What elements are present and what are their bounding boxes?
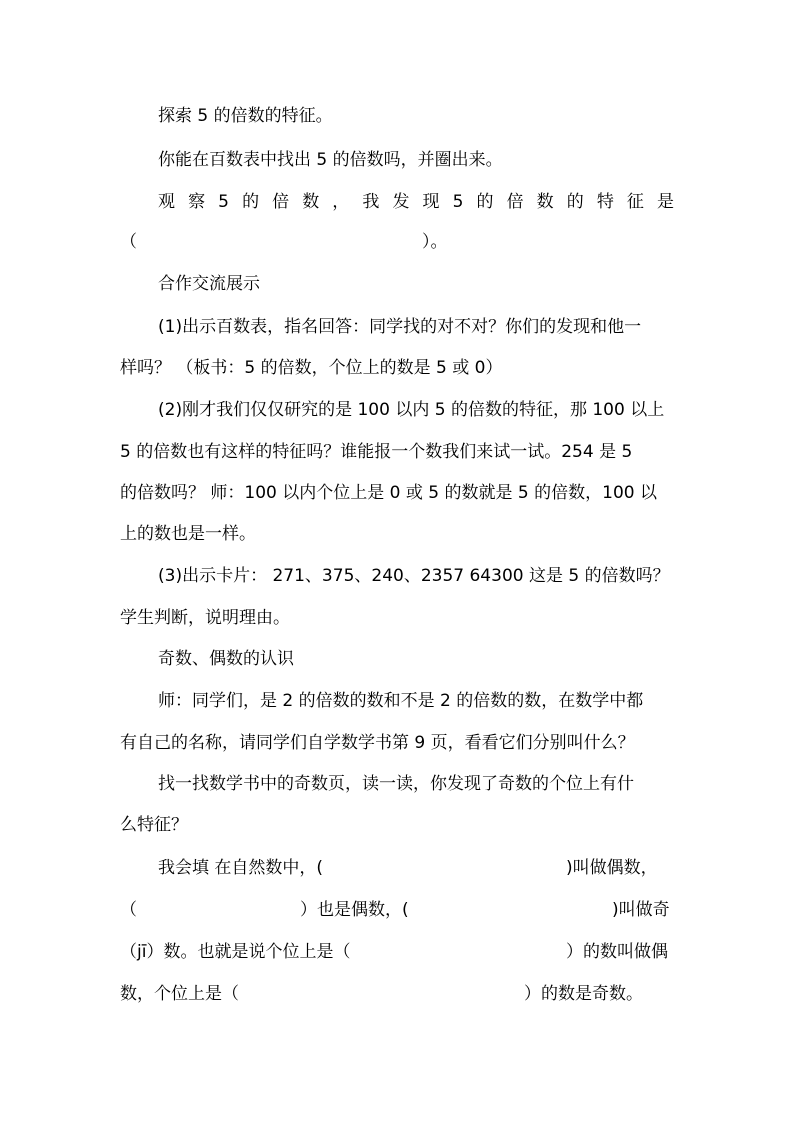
observe-char: 5: [218, 192, 229, 212]
observe-char: 的: [242, 192, 260, 212]
item2-line3: 的倍数吗？ 师：100 以内个位上是 0 或 5 的数就是 5 的倍数，100 以: [120, 483, 657, 503]
fill-line4-start: 数，个位上是（: [120, 984, 239, 1004]
observe-char: 观: [158, 192, 175, 212]
paragraph-observe-blank: [120, 230, 450, 254]
observe-char: 征: [626, 192, 644, 212]
observe-char: 察: [188, 192, 206, 212]
fill-line2-start: （: [120, 900, 137, 920]
teacher-line2: 有自己的名称，请同学们自学数学书第 9 页，看看它们分别叫什么？: [120, 733, 635, 753]
fill-line3-end: ）的数叫做偶: [566, 942, 668, 962]
fill-line3-start: （jī）数。也就是说个位上是（: [120, 942, 351, 962]
observe-char: 倍: [506, 192, 524, 212]
close-paren: ）。: [422, 232, 448, 252]
observe-char: 的: [476, 192, 494, 212]
item2-line4: 上的数也是一样。: [120, 524, 256, 544]
teacher-line1: 师：同学们，是 2 的倍数的数和不是 2 的倍数的数，在数学中都: [158, 691, 644, 711]
observe-char: 发: [392, 192, 410, 212]
observe-char: ，: [332, 192, 350, 212]
fill-line2-mid: ）也是偶数，(: [300, 900, 409, 920]
observe-char: 数: [302, 192, 320, 212]
paragraph-explore: 探索 5 的倍数的特征。: [158, 106, 333, 126]
observe-char: 数: [536, 192, 554, 212]
observe-char: 5: [452, 192, 464, 212]
observe-char: 倍: [272, 192, 290, 212]
observe-char: 我: [362, 192, 380, 212]
fill-line4-end: ）的数是奇数。: [524, 984, 643, 1004]
find-line1: 找一找数学书中的奇数页，读一读，你发现了奇数的个位上有什: [158, 774, 634, 794]
item1-line2: 样吗？ （板书：5 的倍数，个位上的数是 5 或 0）: [120, 358, 503, 378]
observe-char: 是: [656, 192, 674, 212]
observe-char: 现: [422, 192, 440, 212]
fill-line1-end: )叫做偶数，: [566, 858, 658, 878]
fill-line1-start: 我会填 在自然数中，(: [158, 858, 324, 878]
item3-line2: 学生判断，说明理由。: [120, 608, 290, 628]
open-paren: （: [120, 232, 137, 252]
observe-char: 的: [566, 192, 584, 212]
heading-odd-even: 奇数、偶数的认识: [158, 649, 294, 669]
item2-line2: 5 的倍数也有这样的特征吗？谁能报一个数我们来试一试。254 是 5: [120, 442, 633, 462]
observe-char: 特: [596, 192, 614, 212]
find-line2: 么特征？: [120, 815, 188, 835]
item2-line1: (2)刚才我们仅仅研究的是 100 以内 5 的倍数的特征，那 100 以上: [158, 400, 665, 420]
paragraph-observe: [158, 190, 674, 214]
paragraph-hundred-chart: 你能在百数表中找出 5 的倍数吗，并圈出来。: [158, 150, 503, 170]
fill-line2-end: )叫做奇: [612, 900, 670, 920]
item1-line1: (1)出示百数表，指名回答：同学找的对不对？你们的发现和他一: [158, 317, 642, 337]
item3-line1: (3)出示卡片： 271、375、240、2357 64300 这是 5 的倍数吗？: [158, 566, 670, 586]
heading-cooperation: 合作交流展示: [158, 274, 260, 294]
